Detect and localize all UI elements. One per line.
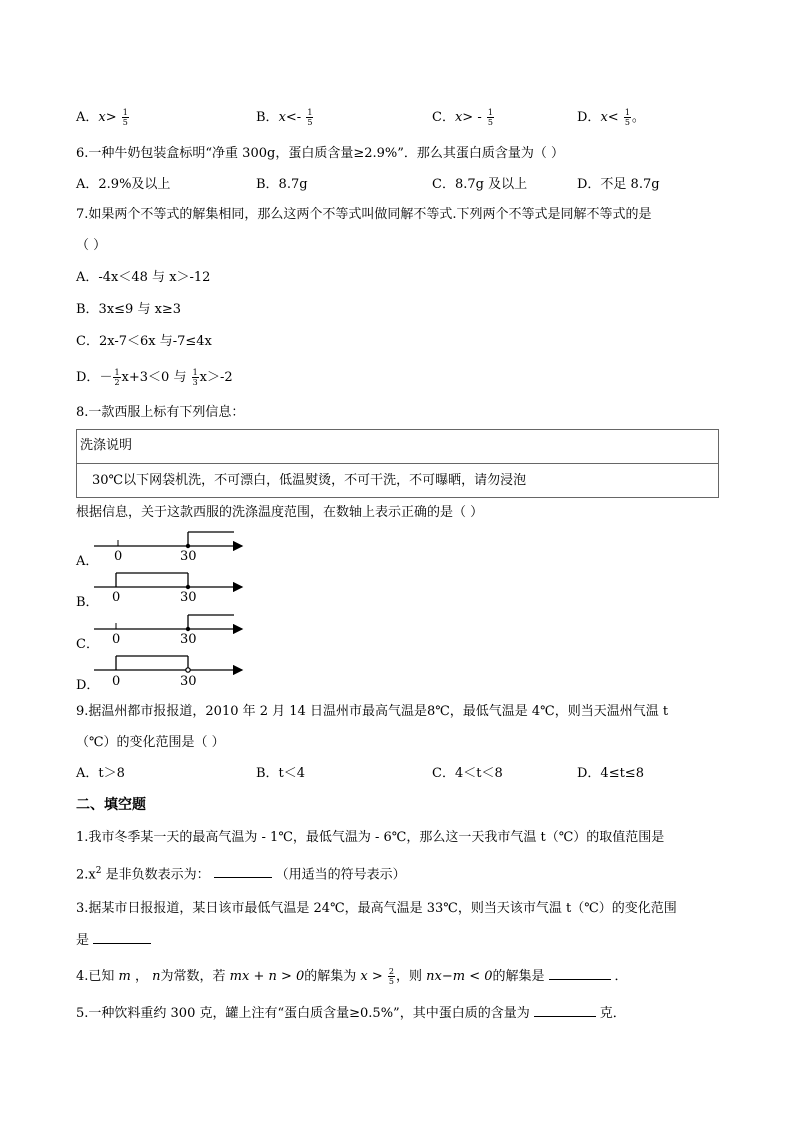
fraction: $\frac{1}{5}$ <box>122 108 128 127</box>
fraction: $\frac{1}{5}$ <box>307 108 313 127</box>
q5-option-c <box>432 108 495 127</box>
answer-blank[interactable] <box>93 931 151 944</box>
q9-option-d: D．4≤t≤8 <box>577 766 644 781</box>
number-line-options <box>76 528 256 694</box>
q6-option-b: B．8.7g <box>256 177 308 192</box>
q6-stem: 6.一种牛奶包装盒标明“净重 300g，蛋白质含量≥2.9%”．那么其蛋白质含量为（ ） <box>76 146 565 161</box>
variable: x <box>600 110 608 125</box>
q7-stem-line2: （ ） <box>76 238 107 253</box>
q7-option-c: C．2x-7＜6x 与-7≤4x <box>76 334 212 349</box>
operator: < <box>607 110 623 125</box>
option-label: B． <box>256 110 279 125</box>
number-line-d <box>94 656 242 689</box>
q7-option-d: D．－ $\frac{1}{2}$ x+3＜0 与 $\frac{1}{3}$ x＞-2 <box>76 368 233 387</box>
q8-option-c-label: C． <box>76 637 99 652</box>
section-heading: 二、填空题 <box>76 797 146 813</box>
care-label-body: 30℃以下网袋机洗，不可漂白，低温熨烫，不可干洗，不可曝晒，请勿浸泡 <box>92 473 527 488</box>
answer-blank[interactable] <box>549 967 611 980</box>
option-label: D． <box>577 110 601 125</box>
option-label: A． <box>76 110 99 125</box>
q7-stem-line1: 7.如果两个不等式的解集相同，那么这两个不等式叫做同解不等式.下列两个不等式是同解不等式的是 <box>76 207 652 222</box>
q5-option-b <box>256 108 314 127</box>
fraction: $\frac{1}{5}$ <box>624 108 630 127</box>
fraction: $\frac{1}{3}$ <box>192 368 198 387</box>
care-label-header-row <box>77 430 718 464</box>
number-line-c <box>94 615 242 647</box>
tick-30: 30 <box>180 549 197 564</box>
q9-option-a: A．t＞8 <box>76 766 125 781</box>
operator: > - <box>462 110 486 125</box>
fill-q5: 5.一种饮料重约 300 克，罐上注有“蛋白质含量≥0.5%”，其中蛋白质的含量为 克． <box>76 1006 626 1021</box>
fill-q4: 4.已知 m ， n为常数，若 mx + n > 0的解集为 x > $\frac{2}{5}$ ，则 nx−m < 0的解集是 ． <box>76 967 628 986</box>
q8-option-b-label: B． <box>76 595 99 610</box>
q9-stem-line1: 9.据温州都市报报道，2010 年 2 月 14 日温州市最高气温是8℃，最低气温是 4℃，则当天温州气温 t <box>76 704 669 719</box>
tick-0: 0 <box>112 590 121 605</box>
q6-option-c: C．8.7g 及以上 <box>432 177 528 192</box>
tick-30: 30 <box>180 632 197 647</box>
variable: x <box>98 110 106 125</box>
q5-option-d: D．x< $\frac{1}{5}$ 。 <box>577 108 645 127</box>
fill-q3-line2: 是 <box>76 931 155 950</box>
tick-0: 0 <box>114 549 123 564</box>
tick-30: 30 <box>180 590 197 605</box>
care-label-header: 洗涤说明 <box>80 438 133 453</box>
q6-option-d: D．不足 8.7g <box>577 177 660 192</box>
number-line-a <box>94 532 242 564</box>
q6-option-a: A．2.9%及以上 <box>76 177 171 192</box>
q8-question: 根据信息，关于这款西服的洗涤温度范围，在数轴上表示正确的是（ ） <box>76 505 484 520</box>
fraction: $\frac{1}{5}$ <box>487 108 493 127</box>
q9-option-b: B．t＜4 <box>256 766 306 781</box>
operator: <- <box>285 110 306 125</box>
tick-30: 30 <box>180 674 197 689</box>
care-label-table <box>76 429 719 498</box>
answer-blank[interactable] <box>534 1004 596 1017</box>
number-line-b <box>94 573 242 605</box>
q8-option-a-label: A． <box>76 554 99 569</box>
fill-q2: $2.x^2$ 是非负数表示为： （用适当的符号表示） <box>76 866 406 883</box>
answer-blank[interactable] <box>214 865 272 878</box>
fraction: $\frac{2}{5}$ <box>388 967 395 986</box>
fill-q3-line1: 3.据某市日报报道，某日该市最低气温是 24℃，最高气温是 33℃，则当天该市气温 t（℃）的变化范围 <box>76 901 677 916</box>
option-label: D． <box>76 370 100 385</box>
operator: > <box>105 110 121 125</box>
fill-q1: 1.我市冬季某一天的最高气温为 - 1℃，最低气温为 - 6℃，那么这一天我市气温 t（℃）的取值范围是 <box>76 830 665 845</box>
tick-0: 0 <box>112 632 121 647</box>
q7-option-b: B．3x≤9 与 x≥3 <box>76 302 182 317</box>
q9-option-c: C．4＜t＜8 <box>432 766 503 781</box>
q7-option-a: A．-4x＜48 与 x＞-12 <box>76 270 211 285</box>
tick-0: 0 <box>112 674 121 689</box>
q9-stem-line2: （℃）的变化范围是（ ） <box>76 735 225 750</box>
fraction: $\frac{1}{2}$ <box>114 368 120 387</box>
option-label: C． <box>432 110 455 125</box>
variable: x <box>454 110 463 125</box>
variable: x <box>278 110 286 125</box>
q8-stem: 8.一款西服上标有下列信息： <box>76 405 245 420</box>
q5-option-a <box>76 108 130 127</box>
q8-option-d-label: D． <box>76 678 100 693</box>
